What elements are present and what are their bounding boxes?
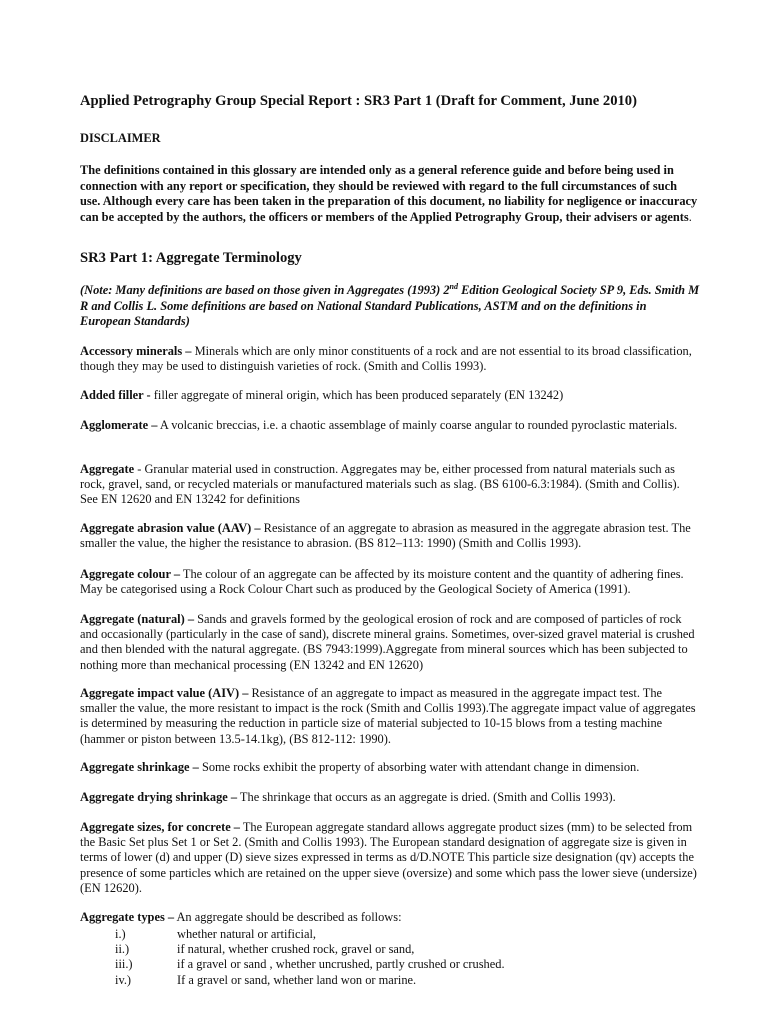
glossary-entry-aggregate-impact-value: [80, 686, 700, 747]
entry-definition: The European aggregate standard allows aggregate product sizes (mm) to be selected from the Basic Set plus Set 1 or Set 2. (Smith and Collis 1993). The European standard designation of aggregate size is given in terms of lower (d) and upper (D) sieve sizes expressed in terms as d/D.NOTE This particle size designation (qv) accepts the presence of some particles which are retained on the upper sieve (oversize) and some which pass the lower sieve (undersize) (EN 12620).: [80, 820, 697, 895]
entry-term: Accessory minerals –: [80, 344, 192, 358]
section-heading: SR3 Part 1: Aggregate Terminology: [80, 250, 302, 266]
entry-definition: An aggregate should be described as follows:: [174, 910, 402, 924]
list-item-text: if natural, whether crushed rock, gravel or sand,: [177, 942, 415, 957]
list-item-number: i.): [115, 927, 126, 941]
glossary-entry-added-filler: [80, 388, 700, 403]
glossary-entry-aggregate-types: [80, 910, 700, 925]
note-superscript: nd: [449, 281, 458, 291]
list-item-number: ii.): [115, 942, 130, 957]
note-part-1: (Note: Many definitions are based on those given in Aggregates (1993) 2: [80, 283, 450, 297]
glossary-entry-agglomerate: [80, 418, 700, 433]
list-item: [80, 973, 700, 988]
entry-definition: Resistance of an aggregate to abrasion as measured in the aggregate abrasion test. The smaller the value, the higher the resistance to abrasion. (BS 812–113: 1990) (Smith and Collis 1993).: [80, 521, 691, 551]
entry-definition: Sands and gravels formed by the geological erosion of rock and are composed of particles of rock and occasionally (particularly in the case of sand), discrete mineral grains. Sometimes, over-sized gravel material is crushed and then blended with the natural aggregate. (BS 7943:1999).Aggregate from mineral sources which has been subjected to nothing more than mechanical processing (EN 13242 and EN 12620): [80, 612, 695, 672]
list-item-text: If a gravel or sand, whether land won or marine.: [177, 972, 417, 987]
entry-definition: Resistance of an aggregate to impact as measured in the aggregate impact test. The smaller the value, the more resistant to impact is the rock (Smith and Collis 1993).The aggregate impact value of aggregates is determined by measuring the reduction in particle size of material subjected to 10-15 blows from a testing machine (hammer or piston between 13.5-14.1kg), (BS 812-112: 1990).: [80, 686, 696, 746]
entry-term: Aggregate sizes, for concrete –: [80, 820, 240, 834]
entry-definition: filler aggregate of mineral origin, which has been produced separately (EN 13242): [150, 388, 564, 402]
glossary-entry-aggregate: [80, 462, 700, 508]
list-item-text: if a gravel or sand , whether uncrushed, partly crushed or crushed.: [177, 957, 505, 972]
entry-term: Aggregate (natural) –: [80, 612, 195, 626]
list-item-text: whether natural or artificial,: [177, 927, 316, 941]
entry-definition: A volcanic breccias, i.e. a chaotic assemblage of mainly coarse angular to rounded pyroclastic materials.: [157, 418, 678, 432]
list-item: [80, 957, 700, 972]
definitions-note: [80, 283, 700, 330]
glossary-entry-aggregate-natural: [80, 612, 700, 673]
glossary-entry-aggregate-shrinkage: [80, 760, 700, 775]
entry-definition: Some rocks exhibit the property of absorbing water with attendant change in dimension.: [198, 760, 640, 774]
entry-term: Aggregate impact value (AIV) –: [80, 686, 249, 700]
entry-term: Aggregate shrinkage –: [80, 760, 199, 774]
disclaimer-text: [80, 163, 700, 225]
list-item: [80, 927, 700, 942]
aggregate-types-list: [80, 927, 700, 988]
glossary-entry-accessory-minerals: [80, 344, 700, 374]
disclaimer-end: .: [688, 209, 692, 224]
note-part-2: Edition Geological Society SP 9, Eds. Smith M R and Collis L. Some definitions are based on National Standard Publications, ASTM and on the definitions in European Standards): [80, 283, 700, 328]
entry-term: Aggregate colour –: [80, 567, 181, 581]
glossary-entry-aggregate-abrasion-value: [80, 521, 700, 551]
entry-definition: Minerals which are only minor constituents of a rock and are not essential to its broad classification, though they may be used to distinguish varieties of rock. (Smith and Collis 1993).: [80, 344, 692, 374]
entry-definition: - Granular material used in construction. Aggregates may be, either processed from natural materials such as rock, gravel, sand, or recycled materials or manufactured materials such as slag. (BS 6100-6.3:1984). (Smith and Collis). See EN 12620 and EN 13242 for definitions: [80, 462, 680, 507]
list-item-number: iii.): [115, 957, 133, 972]
list-item: [80, 942, 700, 957]
glossary-entry-aggregate-colour: [80, 567, 700, 597]
glossary-entry-aggregate-sizes: [80, 820, 700, 896]
report-title: Applied Petrography Group Special Report : SR3 Part 1 (Draft for Comment, June 2010): [80, 93, 637, 109]
disclaimer-heading: DISCLAIMER: [80, 131, 161, 145]
entry-definition: The shrinkage that occurs as an aggregate is dried. (Smith and Collis 1993).: [237, 790, 616, 804]
entry-term: Aggregate abrasion value (AAV) –: [80, 521, 261, 535]
list-item-number: iv.): [115, 972, 132, 987]
entry-term: Added filler -: [80, 388, 151, 402]
glossary-entry-aggregate-drying-shrinkage: [80, 790, 700, 805]
entry-definition: The colour of an aggregate can be affected by its moisture content and the quantity of adhering fines. May be categorised using a Rock Colour Chart such as produced by the Geological Society of America (1991).: [80, 567, 684, 597]
disclaimer-body: The definitions contained in this glossary are intended only as a general reference guide and before being used in connection with any report or specification, they should be reviewed with regard to the full circumstances of such use. Although every care has been taken in the preparation of this document, no liability for negligence or inaccuracy can be accepted by the authors, the officers or members of the Applied Petrography Group, their advisers or agents: [80, 163, 698, 224]
entry-term: Aggregate: [80, 462, 135, 476]
entry-term: Aggregate drying shrinkage –: [80, 790, 238, 804]
entry-term: Agglomerate –: [80, 418, 158, 432]
entry-term: Aggregate types –: [80, 910, 175, 924]
